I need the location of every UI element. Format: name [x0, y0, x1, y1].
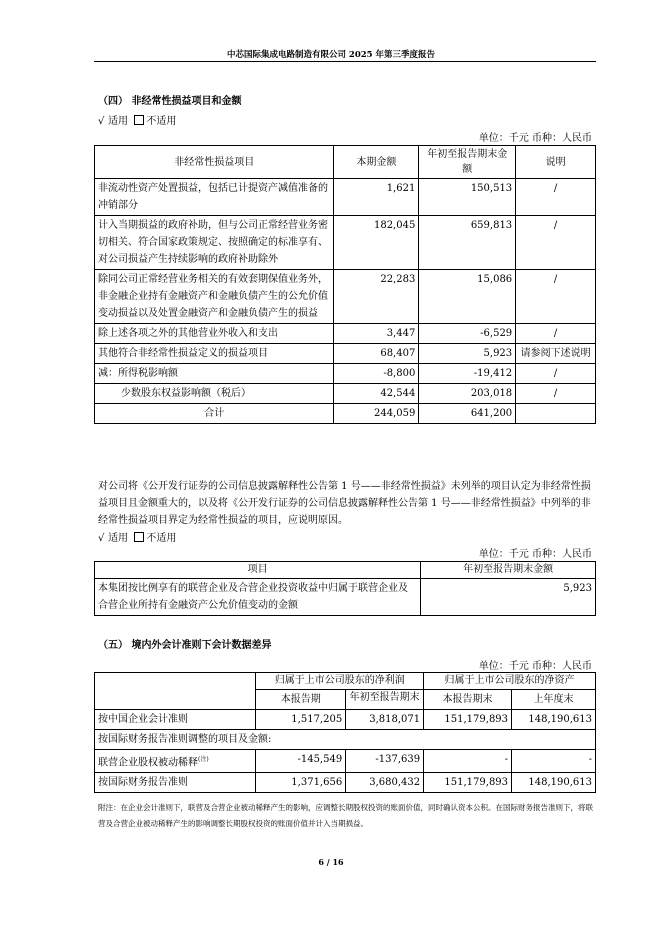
row-value: 148,190,613	[512, 773, 596, 793]
unit-label: 单位：千元 币种：人民币	[478, 133, 592, 144]
table-header-row	[95, 562, 596, 579]
table-row	[95, 384, 596, 404]
row-current: 3,447	[334, 324, 419, 344]
table-header-row	[95, 146, 596, 179]
unit-label-3: 单位：千元 币种：人民币	[478, 661, 592, 672]
row-value: 1,517,205	[256, 710, 346, 730]
row-note: /	[516, 216, 596, 270]
applicable-label: 适用	[108, 116, 128, 127]
col-header: 上年度末	[512, 690, 596, 710]
footnote	[98, 800, 594, 832]
explanation-paragraph: 对公司将《公开发行证券的公司信息披露解释性公告第 1 号——非经常性损益》未列举的项目认定为非经常性损益项目且金额重大的，以及将《公开发行证券的公司信息披露解释性公告第 1 号——非经常性损益》中列举的非经常性损益项目界定为经常性损益的项目，应说明原因。	[98, 481, 591, 526]
row-note: /	[516, 324, 596, 344]
applicable-options-2	[98, 529, 176, 544]
row-ytd: 5,923	[419, 344, 516, 364]
row-current: 22,283	[334, 270, 419, 324]
table-row	[95, 364, 596, 384]
table-row	[95, 773, 596, 793]
row-item: 减：所得税影响额	[95, 364, 334, 384]
footnote-lead: 附注：	[98, 803, 121, 812]
col-header: 项目	[95, 562, 421, 579]
not-applicable-label: 不适用	[146, 533, 177, 544]
table-total-row	[95, 404, 596, 424]
row-current: -8,800	[334, 364, 419, 384]
table-row	[95, 216, 596, 270]
row-ytd: 203,018	[419, 384, 516, 404]
table-header-row	[95, 690, 596, 710]
not-applicable-label: 不适用	[146, 116, 177, 127]
col-header: 年初至报告期末金额	[419, 146, 516, 179]
blank-corner	[95, 690, 256, 710]
table-group-header-row	[95, 673, 596, 690]
row-amount: 5,923	[421, 579, 596, 616]
header-divider	[94, 61, 596, 62]
row-current: 244,059	[334, 404, 419, 424]
col-header: 年初至报告期末金额	[421, 562, 596, 579]
unit-label-2: 单位：千元 币种：人民币	[478, 549, 592, 560]
table-row	[95, 750, 596, 773]
nonrecurring-table	[94, 145, 596, 424]
row-value: 3,680,432	[346, 773, 424, 793]
row-ytd: 150,513	[419, 179, 516, 216]
row-label: 按国际财务报告准则调整的项目及金额:	[95, 730, 596, 750]
row-value: -	[424, 750, 512, 773]
check-mark-icon: √	[98, 533, 105, 544]
row-current: 42,544	[334, 384, 419, 404]
empty-checkbox-icon	[134, 532, 144, 542]
row-label: 按国际财务报告准则	[95, 773, 256, 793]
col-header: 说明	[516, 146, 596, 179]
section5-title: （五） 境内外会计准则下会计数据差异	[98, 640, 272, 651]
table-row	[95, 179, 596, 216]
row-note: /	[516, 384, 596, 404]
col-header: 本期金额	[334, 146, 419, 179]
footnote-mark: (注)	[198, 756, 209, 763]
col-header: 非经常性损益项目	[95, 146, 334, 179]
row-current: 1,621	[334, 179, 419, 216]
row-note: /	[516, 179, 596, 216]
row-value: -137,639	[346, 750, 424, 773]
row-ytd: 15,086	[419, 270, 516, 324]
row-value: 151,179,893	[424, 773, 512, 793]
row-item: 非流动性资产处置损益，包括已计提资产减值准备的冲销部分	[95, 179, 334, 216]
group-header-equity: 归属于上市公司股东的净资产	[424, 673, 596, 690]
row-current: 182,045	[334, 216, 419, 270]
row-label-text: 联营企业股权被动稀释	[98, 757, 198, 769]
row-item: 其他符合非经常性损益定义的损益项目	[95, 344, 334, 364]
row-value: 148,190,613	[512, 710, 596, 730]
page-number: 6 / 16	[318, 857, 344, 867]
table-row	[95, 270, 596, 324]
check-mark-icon: √	[98, 116, 105, 127]
table-row	[95, 324, 596, 344]
row-label	[95, 750, 256, 773]
row-ytd: 641,200	[419, 404, 516, 424]
row-value: -145,549	[256, 750, 346, 773]
col-header: 本报告期末	[424, 690, 512, 710]
row-note: /	[516, 364, 596, 384]
table-row	[95, 344, 596, 364]
other-items-table	[94, 561, 596, 616]
group-header-profit: 归属于上市公司股东的净利润	[256, 673, 424, 690]
row-note	[516, 404, 596, 424]
row-ytd: -6,529	[419, 324, 516, 344]
row-current: 68,407	[334, 344, 419, 364]
table-row	[95, 730, 596, 750]
gaap-difference-table	[94, 672, 596, 793]
col-header: 本报告期	[256, 690, 346, 710]
blank-corner	[95, 673, 256, 690]
col-header: 年初至报告期末	[346, 690, 424, 710]
row-item: 少数股东权益影响额（税后）	[95, 384, 334, 404]
row-item: 除上述各项之外的其他营业外收入和支出	[95, 324, 334, 344]
applicable-label: 适用	[108, 533, 128, 544]
row-item: 本集团按比例享有的联营企业及合营企业投资收益中归属于联营企业及合营企业所持有金融资产公允价值变动的金额	[95, 579, 421, 616]
row-ytd: -19,412	[419, 364, 516, 384]
row-note: /	[516, 270, 596, 324]
row-item: 计入当期损益的政府补助，但与公司正常经营业务密切相关、符合国家政策规定、按照确定的标准享有、对公司损益产生持续影响的政府补助除外	[95, 216, 334, 270]
row-item: 合计	[95, 404, 334, 424]
row-item: 除同公司正常经营业务相关的有效套期保值业务外，非金融企业持有金融资产和金融负债产生的公允价值变动损益以及处置金融资产和金融负债产生的损益	[95, 270, 334, 324]
row-label: 按中国企业会计准则	[95, 710, 256, 730]
report-header: 中芯国际集成电路制造有限公司 2025 年第三季度报告	[226, 50, 436, 60]
empty-checkbox-icon	[134, 115, 144, 125]
row-value: -	[512, 750, 596, 773]
row-value: 151,179,893	[424, 710, 512, 730]
section4-title: （四） 非经常性损益项目和金额	[98, 96, 242, 107]
table-row	[95, 579, 596, 616]
row-ytd: 659,813	[419, 216, 516, 270]
row-note: 请参阅下述说明	[516, 344, 596, 364]
footnote-text: 在企业会计准则下，联营及合营企业被动稀释产生的影响，应调整长期股权投资的账面价值，同时确认资本公积。在国际财务报告准则下，将联营及合营企业被动稀释产生的影响调整长期股权投资的账面价值并计入当期损益。	[98, 803, 593, 828]
applicable-options	[98, 112, 176, 127]
row-value: 3,818,071	[346, 710, 424, 730]
table-row	[95, 710, 596, 730]
row-value: 1,371,656	[256, 773, 346, 793]
